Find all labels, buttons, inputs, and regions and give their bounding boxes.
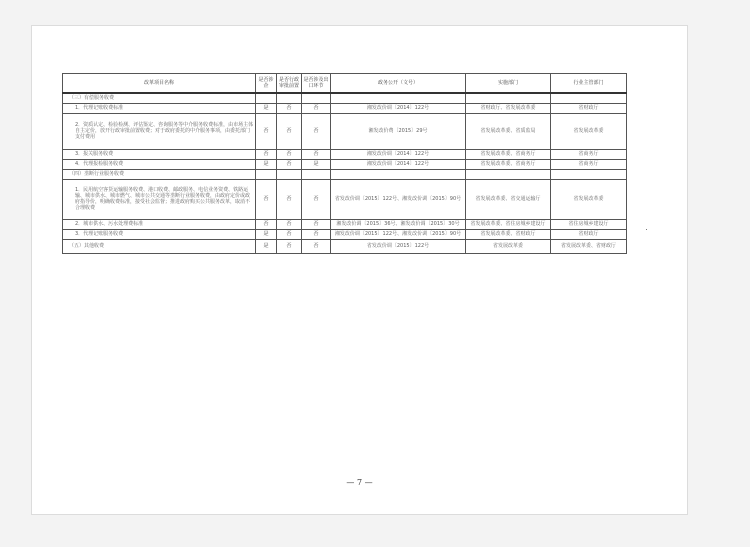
row-name: （四）垄断行业服务收费 bbox=[63, 169, 256, 179]
row-b bbox=[277, 169, 302, 179]
table-row bbox=[63, 93, 627, 103]
row-a bbox=[256, 93, 277, 103]
row-c: 否 bbox=[302, 113, 331, 149]
row-name: 2．城市供水、污水处理费标准 bbox=[63, 219, 256, 229]
row-dept: 省发展改革委 bbox=[466, 239, 551, 253]
table-row bbox=[63, 169, 627, 179]
header-export-link: 是否涉及出口环节 bbox=[302, 74, 331, 94]
row-dept: 省发展改革委、省交通运输厅 bbox=[466, 179, 551, 219]
row-c: 否 bbox=[302, 219, 331, 229]
row-name: 1．民用航空客货运输服务收费、港口收费、邮政服务、电信业务资费、铁路运输、城市供水、城市燃气、城市公共交通等垄断行业服务收费，由政府定价或政府指导价，明确收费标准，接受社会监督；推进政府购买公共服务改革，取消不合理收费 bbox=[63, 179, 256, 219]
row-a: 否 bbox=[256, 149, 277, 159]
row-dept: 省财政厅、省发展改革委 bbox=[466, 103, 551, 113]
row-name: 3．代理记账服务收费 bbox=[63, 229, 256, 239]
row-super: 省发展改革委 bbox=[551, 179, 627, 219]
row-doc: 省发改价调〔2015〕122号、湘发改价调〔2015〕90号 bbox=[331, 179, 466, 219]
row-a: 是 bbox=[256, 239, 277, 253]
document-page bbox=[32, 26, 687, 514]
row-b: 否 bbox=[277, 179, 302, 219]
row-b bbox=[277, 93, 302, 103]
row-doc: 湘发改价调〔2015〕36号、湘发改价调〔2015〕30号 bbox=[331, 219, 466, 229]
page-number: — 7 — bbox=[346, 478, 373, 487]
row-c: 否 bbox=[302, 239, 331, 253]
row-name: 2．资质认定、检验检测、评估鉴定、咨询服务等中介服务收费标准，由市场主体自主定价，放开行政审批前置收费；对于政府委托的中介服务事项，由委托部门支付费用 bbox=[63, 113, 256, 149]
row-super: 省商务厅 bbox=[551, 159, 627, 169]
header-involves-enterprise: 是否涉企 bbox=[256, 74, 277, 94]
row-a: 否 bbox=[256, 113, 277, 149]
row-doc: 湘发改价调〔2014〕122号 bbox=[331, 149, 466, 159]
header-supervising-dept: 行业主管部门 bbox=[551, 74, 627, 94]
row-doc: 湘发改价费〔2015〕29号 bbox=[331, 113, 466, 149]
table-row bbox=[63, 149, 627, 159]
row-super: 省住房城乡建设厅 bbox=[551, 219, 627, 229]
header-approval-prerequisite: 是否行政审批前置 bbox=[277, 74, 302, 94]
row-a bbox=[256, 169, 277, 179]
row-a: 否 bbox=[256, 219, 277, 229]
header-project-name: 改革项目名称 bbox=[63, 74, 256, 94]
row-doc: 湘发改价调〔2015〕122号、湘发改价调〔2015〕90号 bbox=[331, 229, 466, 239]
row-c: 是 bbox=[302, 159, 331, 169]
row-dept: 省发展改革委、省商务厅 bbox=[466, 159, 551, 169]
row-a: 否 bbox=[256, 179, 277, 219]
row-b: 否 bbox=[277, 219, 302, 229]
row-name: （三）有偿服务收费 bbox=[63, 93, 256, 103]
row-a: 是 bbox=[256, 159, 277, 169]
row-b: 否 bbox=[277, 103, 302, 113]
table-row bbox=[63, 239, 627, 253]
row-doc: 湘发改价调〔2014〕122号 bbox=[331, 159, 466, 169]
row-c: 否 bbox=[302, 103, 331, 113]
row-doc bbox=[331, 93, 466, 103]
row-super bbox=[551, 93, 627, 103]
row-b: 否 bbox=[277, 229, 302, 239]
row-c: 否 bbox=[302, 149, 331, 159]
row-c bbox=[302, 93, 331, 103]
row-super bbox=[551, 169, 627, 179]
row-dept bbox=[466, 93, 551, 103]
row-name: 4．代理报检服务收费 bbox=[63, 159, 256, 169]
table-row bbox=[63, 103, 627, 113]
row-super: 省财政厅 bbox=[551, 103, 627, 113]
row-b: 否 bbox=[277, 113, 302, 149]
policy-table bbox=[62, 73, 627, 254]
row-b: 否 bbox=[277, 159, 302, 169]
row-dept: 省发展改革委、省住房城乡建设厅 bbox=[466, 219, 551, 229]
row-super: 省商务厅 bbox=[551, 149, 627, 159]
row-doc bbox=[331, 169, 466, 179]
row-dept: 省发展改革委、省质监局 bbox=[466, 113, 551, 149]
table-header-row bbox=[63, 74, 627, 94]
row-name: （五）其他收费 bbox=[63, 239, 256, 253]
row-a: 是 bbox=[256, 103, 277, 113]
header-implementing-dept: 实施部门 bbox=[466, 74, 551, 94]
table-row bbox=[63, 179, 627, 219]
row-c: 否 bbox=[302, 179, 331, 219]
table-row bbox=[63, 159, 627, 169]
row-name: 3．报关服务收费 bbox=[63, 149, 256, 159]
table-row bbox=[63, 229, 627, 239]
row-super: 省发展改革委 bbox=[551, 113, 627, 149]
table-row bbox=[63, 219, 627, 229]
row-super: 省财政厅 bbox=[551, 229, 627, 239]
scan-speck bbox=[646, 229, 647, 230]
row-dept: 省发展改革委、省商务厅 bbox=[466, 149, 551, 159]
table-row bbox=[63, 113, 627, 149]
row-a: 是 bbox=[256, 229, 277, 239]
row-doc: 湘发改价调〔2014〕122号 bbox=[331, 103, 466, 113]
row-super: 省发展改革委、省财政厅 bbox=[551, 239, 627, 253]
row-b: 否 bbox=[277, 149, 302, 159]
row-c: 否 bbox=[302, 229, 331, 239]
row-dept: 省发展改革委、省财政厅 bbox=[466, 229, 551, 239]
row-doc: 省发改价调〔2015〕122号 bbox=[331, 239, 466, 253]
row-name: 1．代理记账收费标准 bbox=[63, 103, 256, 113]
row-b: 否 bbox=[277, 239, 302, 253]
header-public-document: 政务公开（文号） bbox=[331, 74, 466, 94]
row-c bbox=[302, 169, 331, 179]
row-dept bbox=[466, 169, 551, 179]
